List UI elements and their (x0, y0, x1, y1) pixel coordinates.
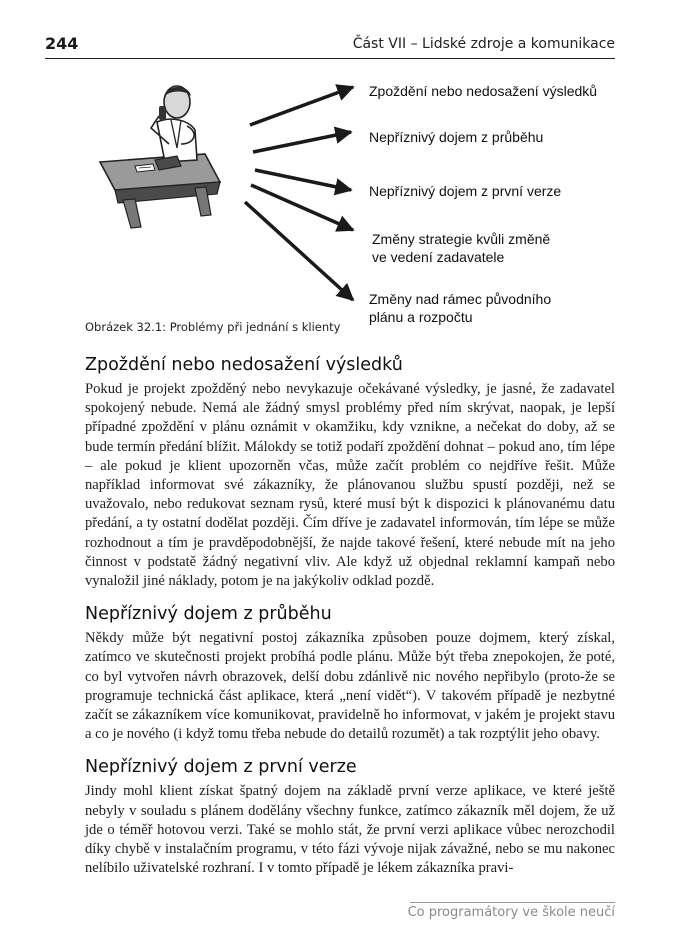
page-number: 244 (45, 34, 79, 53)
problem-label (369, 128, 543, 146)
section-heading: Zpoždění nebo nedosažení výsledků (85, 355, 403, 375)
section-heading: Nepříznivý dojem z první verze (85, 757, 357, 778)
problem-label-line: Zpoždění nebo nedosažení výsledků (369, 83, 598, 99)
arrow-right-icon (245, 202, 353, 300)
section-paragraph: Jindy mohl klient získat špatný dojem na základě první verze aplikace, ve které ještě nebyly v souladu s plánem dodělány všechny funkce, zatímco zákazník měl dojem, že už jde o téměř hotovou verzi. Také se mohlo stát, že první verzi aplikace vůbec nerozchodil díky chybě v instalačním programu, v této fázi vývoje nijak závažné, nebo se mu nakonec nelíbilo uživatelské rozhraní. I v tomto případě je lékem zákazníka pravi- (85, 783, 615, 877)
footer-book-title: Co programátory ve škole neučí (407, 905, 615, 920)
problem-label (372, 230, 550, 266)
section-heading: Nepříznivý dojem z průběhu (85, 604, 332, 625)
figure-caption: Obrázek 32.1: Problémy při jednání s klienty (85, 320, 341, 334)
arrows (245, 87, 353, 300)
problem-label-line: ve vedení zadavatele (372, 249, 505, 265)
problems-figure (85, 70, 630, 335)
problem-label (369, 182, 561, 200)
main-content (85, 342, 615, 878)
arrow-right-icon (255, 170, 351, 190)
problem-label-line: Nepříznivý dojem z první verze (369, 183, 562, 199)
section-paragraph: Pokud je projekt zpožděný nebo nevykazuje očekávané výsledky, je jasné, že zadavatel spokojený nebude. Nemá ale žádný smysl problémy před ním skrývat, naopak, je lepší případné zpoždění v plánu oznámit v okamžiku, kdy vznikne, a nečekat do doby, až se bude termín předání blížit. Málokdy se totiž podaří zpoždění dohnat – pokud ano, tím lépe – ale pokud je klient upozorněn včas, může začít problém co nejdříve řešit. Může například informovat své zákazníky, že plánovanou službu spustí později, než se uvažovalo, nebo redukovat seznam rysů, které musí být k dispozici k plánovanému datu předání, a ty ostatní dodělat později. Čím dříve je zadavatel informován, tím lépe se může rozhodnout a tím je pravděpodobnější, že najde takové řešení, které nebude mít na jeho činnost v podstatě žádný negativní vliv. Ale když už objednal reklamní kampaň nebo vynaložil jiné náklady, potom je na jakýkoliv odklad pozdě. (85, 381, 615, 590)
problem-label-line: Změny nad rámec původního (369, 291, 552, 307)
problem-label-line: plánu a rozpočtu (369, 309, 473, 325)
problem-label (369, 82, 597, 100)
section-paragraph: Někdy může být negativní postoj zákazníka způsoben pouze dojmem, který získal, zatímco ve skutečnosti projekt probíhá podle plánu. Může být třeba znepokojen, že poté, co byl vytvořen návrh obrazovek, delší dobu zdánlivě nic nového nepřibylo (proto-že se programuje technická část aplikace, která „není vidět“). V takovém případě je nezbytné začít se zákazníkem více komunikovat, pravidelně ho informovat, v jakém je projekt stavu a co je nového (i když tomu třeba nebude do detailů rozumět) a tak rozptýlit jeho obavy. (85, 630, 615, 743)
problem-label (369, 290, 551, 326)
footer-rule (410, 902, 615, 903)
problem-label-line: Nepříznivý dojem z průběhu (369, 129, 544, 145)
part-title: Část VII – Lidské zdroje a komunikace (352, 36, 615, 52)
header-rule (45, 58, 615, 59)
arrow-right-icon (253, 132, 351, 152)
problem-label-line: Změny strategie kvůli změně (372, 231, 551, 247)
arrow-right-icon (250, 87, 353, 125)
person-on-phone-at-desk-icon (100, 86, 220, 228)
